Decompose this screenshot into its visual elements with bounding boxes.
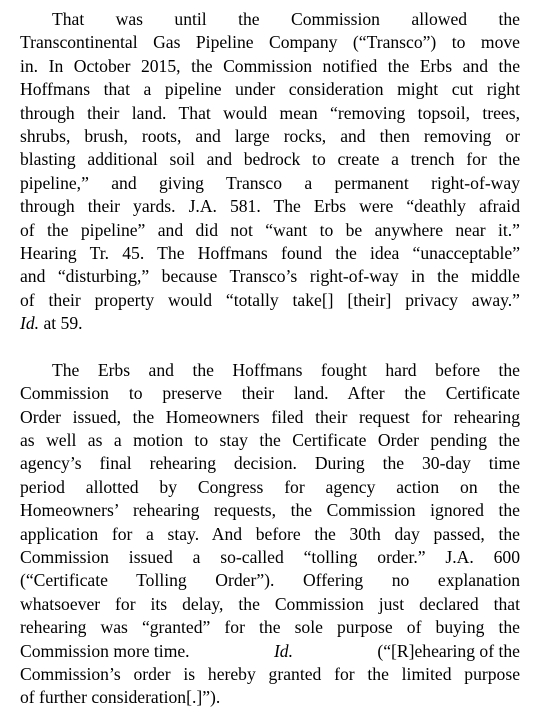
text-line-citation (20, 312, 520, 335)
text-line: application for a stay. And before the 30th day passed, the (20, 523, 520, 544)
text-line: agency’s final rehearing decision. During the 30-day time (20, 453, 520, 474)
paragraph-2 (20, 359, 520, 710)
text-line: Commission’s order is hereby granted for the limited purpose (20, 663, 520, 684)
text-line: Hearing Tr. 45. The Hoffmans found the idea “unacceptable” (20, 242, 520, 263)
citation-rest: at 59. (39, 313, 83, 334)
text-line: through their land. That would mean “removing topsoil, trees, (20, 102, 520, 123)
text-line: period allotted by Congress for agency action on the (20, 476, 520, 497)
text-line: The Erbs and the Hoffmans fought hard before the (52, 359, 520, 380)
text-line: of their property would “totally take[] [their] privacy away.” (20, 289, 520, 310)
citation-id: Id. (273, 640, 293, 661)
text-line: pipeline,” and giving Transco a permanent right-of-way (20, 172, 520, 193)
text-line: rehearing was “granted” for the sole purpose of buying the (20, 617, 520, 638)
text-segment: (“[R]ehearing of the (377, 640, 520, 661)
text-line: Hoffmans that a pipeline under consideration might cut right (20, 79, 520, 100)
text-line: blasting additional soil and bedrock to create a trench for the (20, 149, 520, 170)
text-line: Commission issued a so-called “tolling order.” J.A. 600 (20, 546, 520, 567)
paragraph-gap (20, 335, 520, 358)
text-line: through their yards. J.A. 581. The Erbs were “deathly afraid (20, 196, 520, 217)
document-page (20, 8, 520, 710)
text-line: Order issued, the Homeowners filed their request for rehearing (20, 406, 520, 427)
paragraph-1 (20, 8, 520, 335)
text-line: whatsoever for its delay, the Commission just declared that (20, 593, 520, 614)
text-line: Transcontinental Gas Pipeline Company (“Transco”) to move (20, 32, 520, 53)
text-line: shrubs, brush, roots, and large rocks, and then removing or (20, 125, 520, 146)
text-line: as well as a motion to stay the Certificate Order pending the (20, 430, 520, 451)
text-line-citation (20, 640, 520, 663)
text-segment: Commission more time. (20, 640, 190, 661)
citation-id: Id. (20, 313, 40, 334)
text-line: and “disturbing,” because Transco’s right-of-way in the middle (20, 266, 520, 287)
text-line: That was until the Commission allowed the (52, 9, 520, 29)
text-line: Homeowners’ rehearing requests, the Commission ignored the (20, 500, 520, 521)
text-line: in. In October 2015, the Commission notified the Erbs and the (20, 55, 520, 76)
text-line: of the pipeline” and did not “want to be anywhere near it.” (20, 219, 520, 240)
text-line: (“Certificate Tolling Order”). Offering no explanation (20, 570, 520, 591)
text-line: Commission to preserve their land. After the Certificate (20, 383, 520, 404)
text-line: of further consideration[.]”). (20, 687, 221, 708)
